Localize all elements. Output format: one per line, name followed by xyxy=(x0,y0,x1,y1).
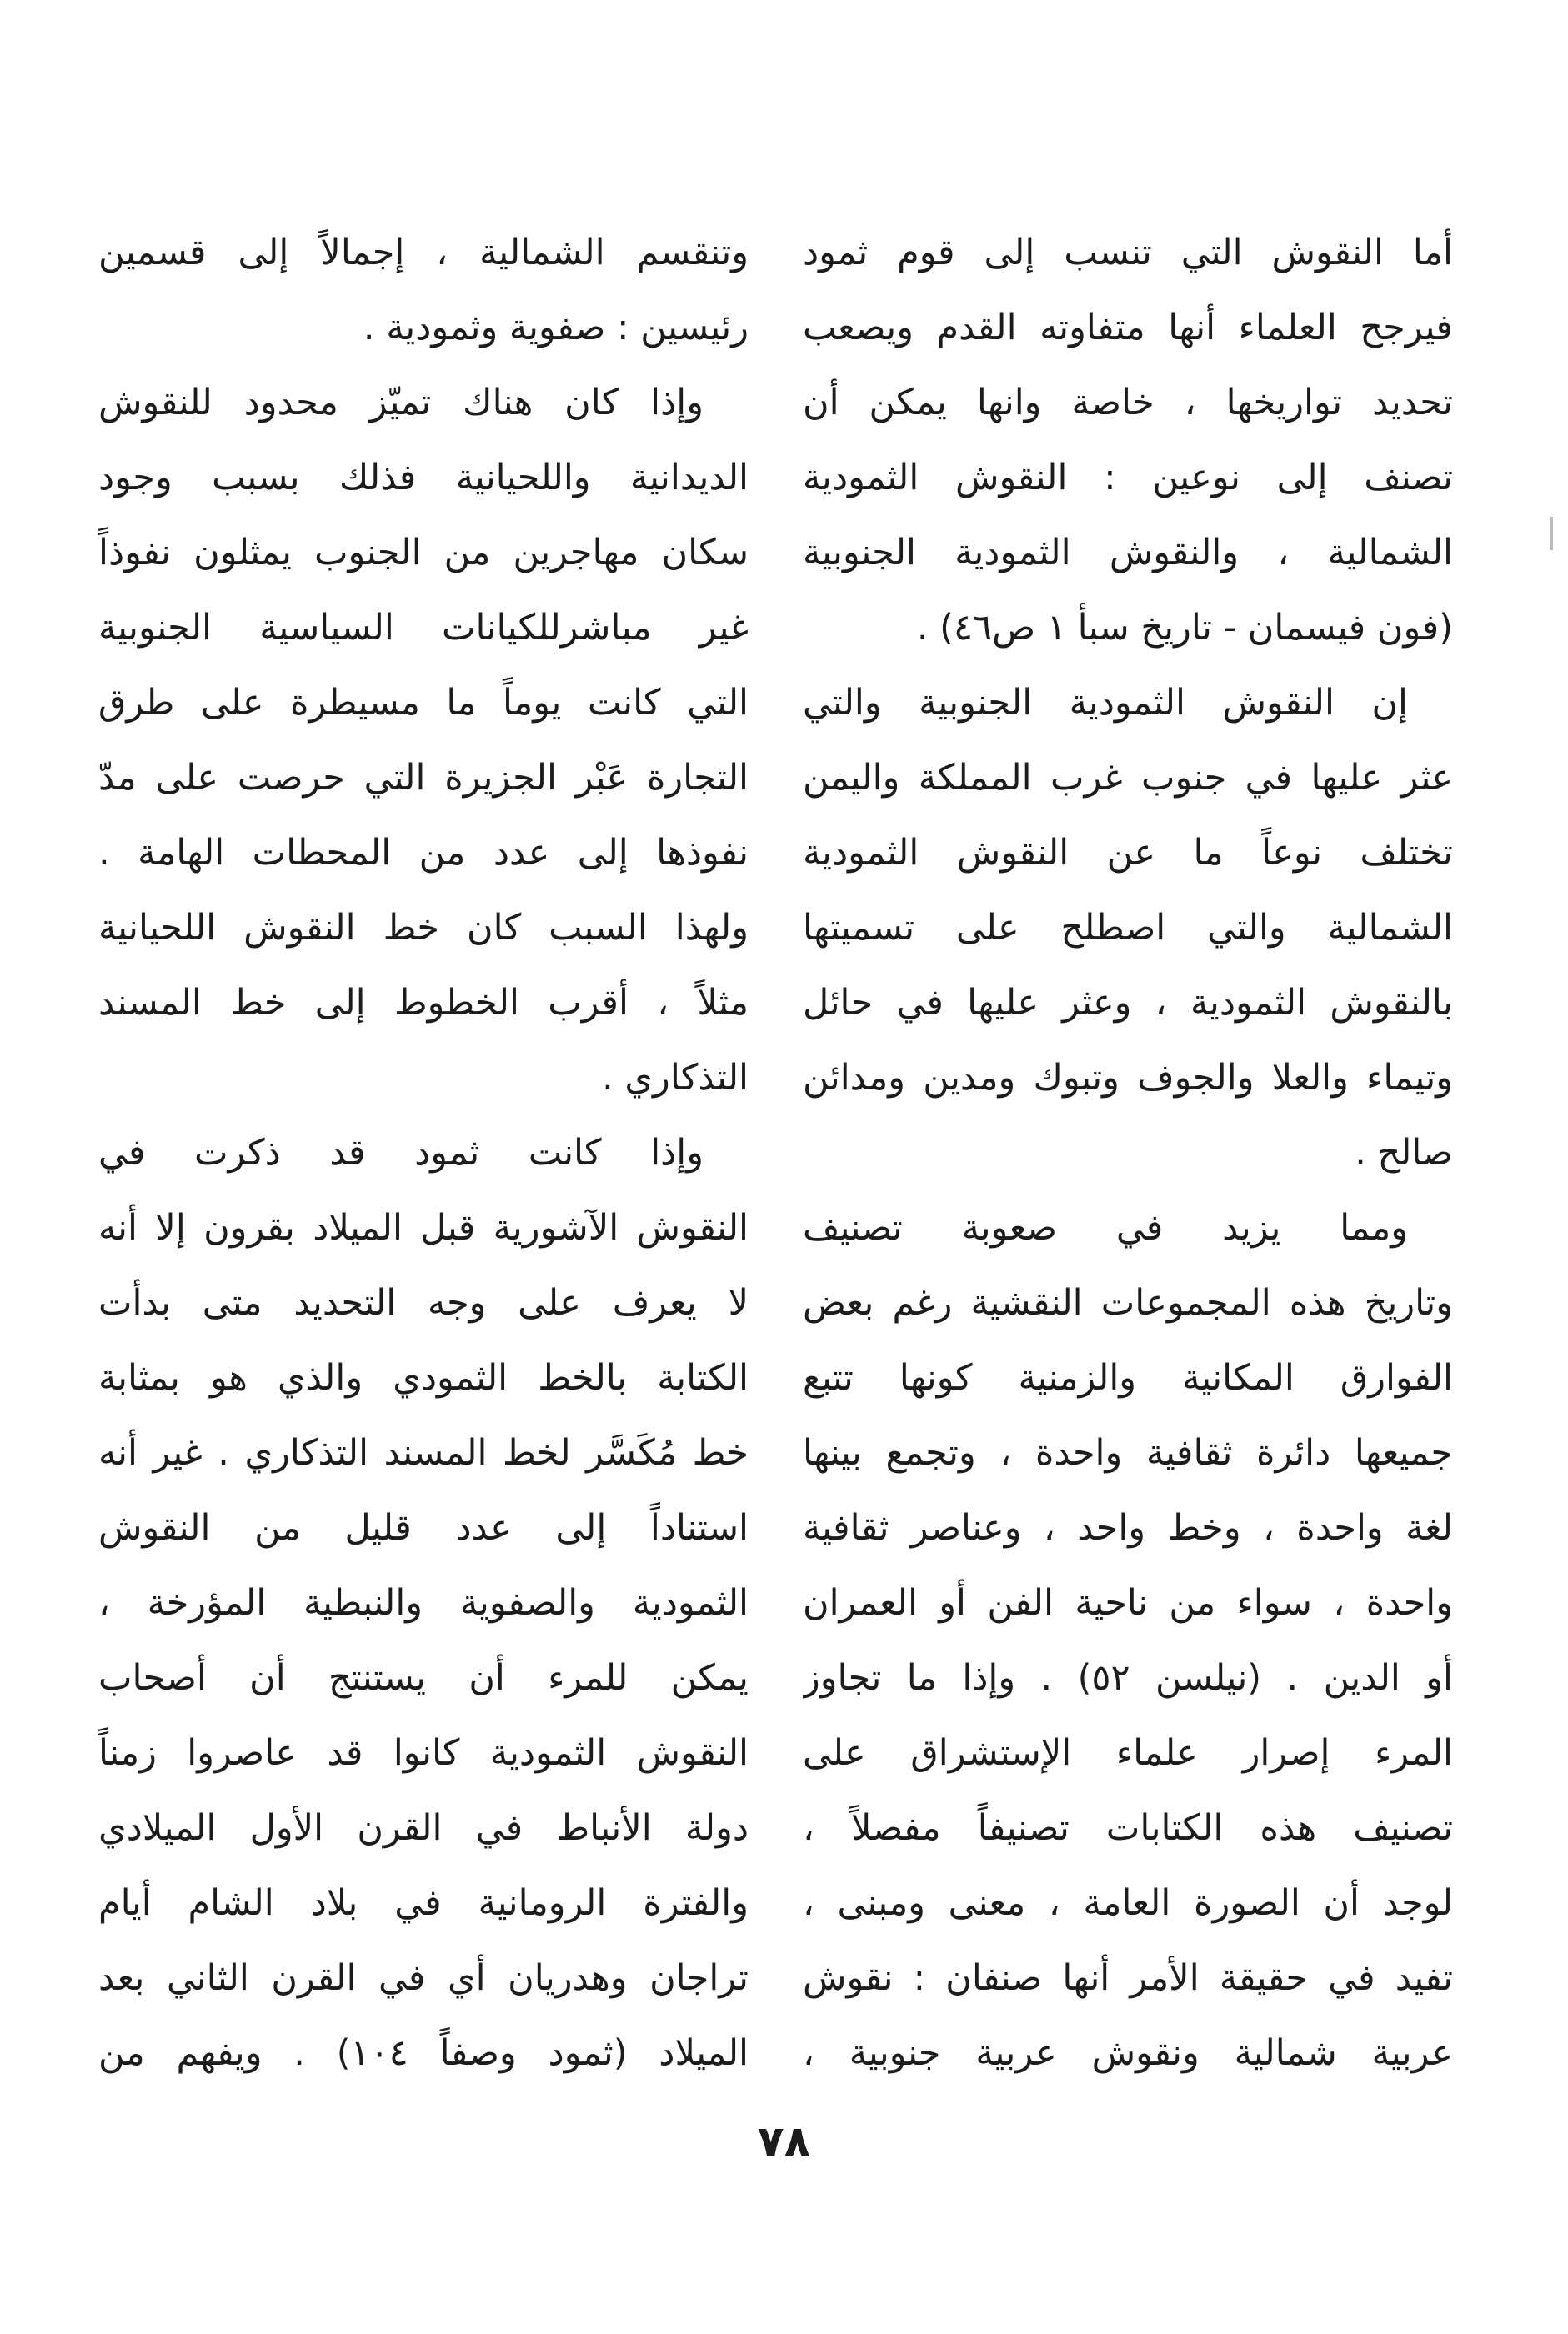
text-line: النقوش الثمودية كانوا قد عاصروا زمناً xyxy=(98,1732,749,1774)
text-line: عربية شمالية ونقوش عربية جنوبية ، xyxy=(803,2032,1453,2074)
text-line: أو الدين . (نيلسن ٥٢) . وإذا ما تجاوز xyxy=(803,1657,1453,1699)
text-line: والفترة الرومانية في بلاد الشام أيام xyxy=(98,1882,749,1924)
text-line: الثمودية والصفوية والنبطية المؤرخة ، xyxy=(98,1582,749,1624)
text-line: غير مباشرللكيانات السياسية الجنوبية xyxy=(98,607,749,649)
text-line: وتيماء والعلا والجوف وتبوك ومدين ومدائن xyxy=(803,1057,1453,1099)
text-line: لغة واحدة ، وخط واحد ، وعناصر ثقافية xyxy=(803,1507,1453,1549)
left-text-column xyxy=(98,215,749,2091)
text-line: جميعها دائرة ثقافية واحدة ، وتجمع بينها xyxy=(803,1432,1453,1474)
text-line: التذكاري . xyxy=(602,1057,749,1099)
text-line: النقوش الآشورية قبل الميلاد بقرون إلا أنه xyxy=(98,1207,749,1249)
text-line: تصنيف هذه الكتابات تصنيفاً مفصلاً ، xyxy=(803,1807,1453,1849)
text-line: لوجد أن الصورة العامة ، معنى ومبنى ، xyxy=(803,1882,1453,1924)
text-line: استناداً إلى عدد قليل من النقوش xyxy=(98,1507,749,1549)
text-line: أما النقوش التي تنسب إلى قوم ثمود xyxy=(803,232,1453,273)
text-line: تختلف نوعاً ما عن النقوش الثمودية xyxy=(803,832,1453,874)
text-line: تصنف إلى نوعين : النقوش الثمودية xyxy=(803,457,1453,498)
text-line: الشمالية ، والنقوش الثمودية الجنوبية xyxy=(803,532,1453,573)
text-line: الميلاد (ثمود وصفاً ١٠٤) . ويفهم من xyxy=(98,2032,749,2074)
text-line: وتنقسم الشمالية ، إجمالاً إلى قسمين xyxy=(98,232,749,273)
text-line: الديدانية واللحيانية فذلك بسبب وجود xyxy=(98,457,749,498)
right-text-column xyxy=(803,215,1453,2091)
text-line: تفيد في حقيقة الأمر أنها صنفان : نقوش xyxy=(803,1957,1453,1999)
text-line: واحدة ، سواء من ناحية الفن أو العمران xyxy=(803,1582,1453,1624)
text-line: وإذا كانت ثمود قد ذكرت في xyxy=(98,1132,704,1174)
text-line: خط مُكَسَّر لخط المسند التذكاري . غير أنه xyxy=(98,1432,749,1474)
text-line: ومما يزيد في صعوبة تصنيف xyxy=(803,1207,1408,1249)
text-line: فيرجح العلماء أنها متفاوته القدم ويصعب xyxy=(803,307,1453,348)
text-line: رئيسين : صفوية وثمودية . xyxy=(363,307,749,348)
text-line: التي كانت يوماً ما مسيطرة على طرق xyxy=(98,682,749,724)
text-line: تحديد تواريخها ، خاصة وانها يمكن أن xyxy=(803,382,1453,423)
text-line: يمكن للمرء أن يستنتج أن أصحاب xyxy=(98,1657,749,1699)
text-line: وإذا كان هناك تميّز محدود للنقوش xyxy=(98,382,704,423)
text-line: الشمالية والتي اصطلح على تسميتها xyxy=(803,907,1453,949)
text-line: نفوذها إلى عدد من المحطات الهامة . xyxy=(98,832,749,874)
text-line: تراجان وهدريان أي في القرن الثاني بعد xyxy=(98,1957,749,1999)
margin-mark xyxy=(1550,517,1553,550)
text-line: إن النقوش الثمودية الجنوبية والتي xyxy=(803,682,1408,724)
text-line: المرء إصرار علماء الإستشراق على xyxy=(803,1732,1453,1774)
text-line: الفوارق المكانية والزمنية كونها تتبع xyxy=(803,1357,1453,1399)
text-line: سكان مهاجرين من الجنوب يمثلون نفوذاً xyxy=(98,532,749,573)
text-line: الكتابة بالخط الثمودي والذي هو بمثابة xyxy=(98,1357,749,1399)
text-line: ولهذا السبب كان خط النقوش اللحيانية xyxy=(98,907,749,949)
text-line: لا يعرف على وجه التحديد متى بدأت xyxy=(98,1282,749,1324)
text-line: وتاريخ هذه المجموعات النقشية رغم بعض xyxy=(803,1282,1453,1324)
text-line: (فون فيسمان - تاريخ سبأ ١ ص٤٦) . xyxy=(916,607,1453,649)
text-line: مثلاً ، أقرب الخطوط إلى خط المسند xyxy=(98,982,749,1024)
text-line: التجارة عَبْر الجزيرة التي حرصت على مدّ xyxy=(98,757,749,799)
page-number: ٧٨ xyxy=(757,2117,811,2167)
text-line: بالنقوش الثمودية ، وعثر عليها في حائل xyxy=(803,982,1453,1024)
text-line: عثر عليها في جنوب غرب المملكة واليمن xyxy=(803,757,1453,799)
text-line: دولة الأنباط في القرن الأول الميلادي xyxy=(98,1807,749,1849)
text-line: صالح . xyxy=(1355,1132,1453,1174)
